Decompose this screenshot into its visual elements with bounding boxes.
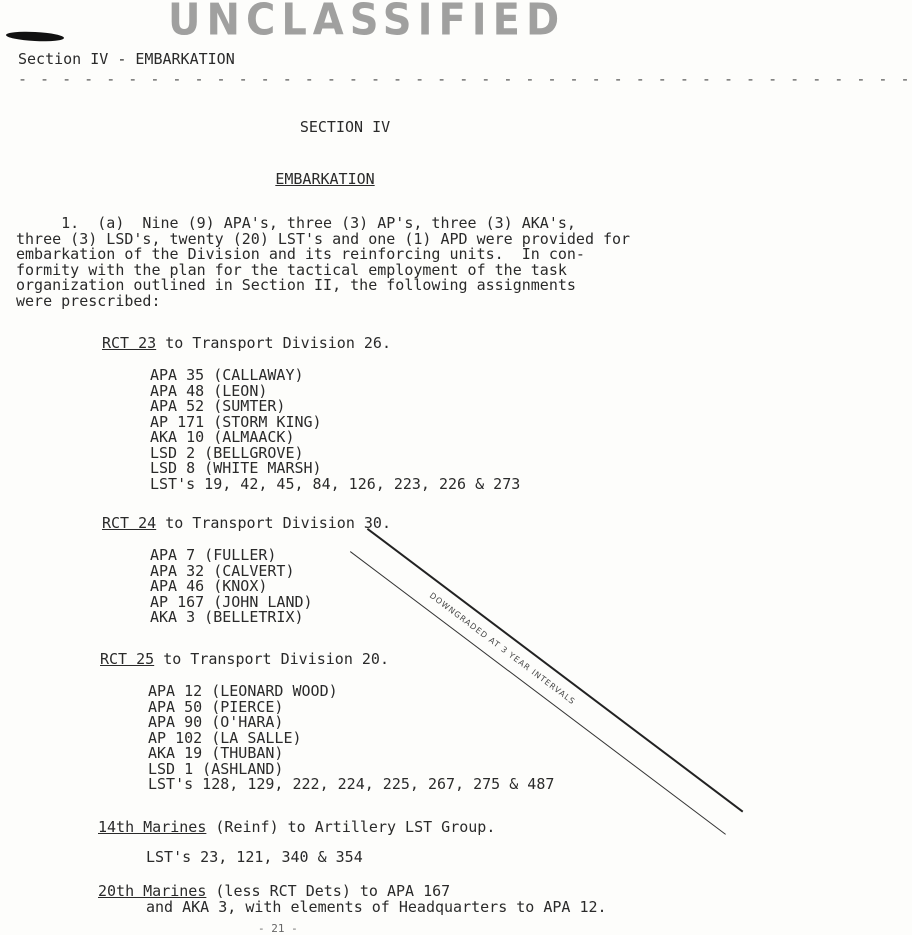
ship-list-20th-marines bbox=[146, 900, 607, 916]
section-title: SECTION IV bbox=[299, 118, 391, 136]
ship-list-rct25 bbox=[148, 684, 554, 793]
unit-name: 14th Marines bbox=[98, 818, 207, 836]
para-line: embarkation of the Division and its reinforcing units. In con- bbox=[16, 245, 585, 263]
ship-item: and AKA 3, with elements of Headquarters to APA 12. bbox=[146, 898, 607, 916]
redaction-mark bbox=[6, 30, 64, 42]
intro-paragraph bbox=[16, 216, 686, 309]
group-heading-rct25 bbox=[100, 650, 389, 668]
downgrade-stamp: DOWNGRADED AT 3 YEAR INTERVALS bbox=[350, 528, 743, 835]
dashed-rule: - - - - - - - - - - - - - - - - - - - - - - - - - - - - - - - - - - - - - - - - - bbox=[18, 70, 912, 88]
unit-assignment: to Transport Division 30. bbox=[156, 514, 391, 532]
para-line: three (3) LSD's, twenty (20) LST's and one (1) APD were provided for bbox=[16, 229, 631, 248]
ship-item: LSD 2 (BELLGROVE) bbox=[150, 443, 304, 462]
ship-item: LST's 128, 129, 222, 224, 225, 267, 275 & 487 bbox=[148, 775, 555, 793]
para-line: were prescribed: bbox=[16, 291, 161, 310]
page-number: - 21 - bbox=[258, 922, 298, 935]
unit-assignment: to Transport Division 20. bbox=[154, 650, 389, 668]
ship-item: LSD 8 (WHITE MARSH) bbox=[150, 459, 322, 477]
unit-name: RCT 23 bbox=[102, 334, 157, 352]
unit-name: 20th Marines bbox=[98, 882, 207, 900]
group-heading-rct23 bbox=[102, 334, 391, 352]
unclassified-stamp: UNCLASSIFIED bbox=[168, 0, 566, 46]
unit-name: RCT 24 bbox=[102, 514, 157, 532]
ship-item: LST's 19, 42, 45, 84, 126, 223, 226 & 273 bbox=[150, 474, 521, 493]
unit-name: RCT 25 bbox=[100, 650, 155, 668]
group-heading-14th-marines bbox=[98, 818, 495, 836]
ship-item: AP 171 (STORM KING) bbox=[150, 412, 322, 431]
unit-assignment: to Transport Division 26. bbox=[156, 334, 391, 352]
ship-item: LSD 1 (ASHLAND) bbox=[148, 759, 284, 778]
ship-list-rct24 bbox=[150, 548, 313, 626]
ship-item: APA 32 (CALVERT) bbox=[150, 561, 295, 580]
ship-item: APA 35 (CALLAWAY) bbox=[150, 366, 304, 384]
section-header: Section IV - EMBARKATION bbox=[18, 50, 235, 68]
ship-item: AKA 19 (THUBAN) bbox=[148, 744, 284, 762]
ship-item: AP 167 (JOHN LAND) bbox=[150, 592, 313, 611]
ship-item: APA 48 (LEON) bbox=[150, 381, 268, 400]
ship-item: APA 12 (LEONARD WOOD) bbox=[148, 682, 338, 700]
ship-item: AKA 10 (ALMAACK) bbox=[150, 428, 295, 446]
section-subtitle: EMBARKATION bbox=[275, 170, 375, 188]
unit-assignment: (Reinf) to Artillery LST Group. bbox=[206, 818, 496, 836]
ship-list-rct23 bbox=[150, 368, 520, 492]
ship-item: APA 52 (SUMTER) bbox=[150, 397, 286, 415]
unit-assignment: (less RCT Dets) to APA 167 bbox=[206, 882, 451, 900]
ship-item: AKA 3 (BELLETRIX) bbox=[150, 608, 304, 626]
ship-item: LST's 23, 121, 340 & 354 bbox=[146, 848, 363, 866]
para-line: 1. (a) Nine (9) APA's, three (3) AP's, three (3) AKA's, bbox=[16, 214, 576, 232]
group-heading-rct24 bbox=[102, 514, 391, 532]
ship-list-14th-marines bbox=[146, 850, 363, 866]
ship-item: APA 7 (FULLER) bbox=[150, 546, 277, 564]
ship-item: APA 90 (O'HARA) bbox=[148, 713, 284, 731]
ship-item: APA 50 (PIERCE) bbox=[148, 697, 284, 716]
ship-item: AP 102 (LA SALLE) bbox=[148, 728, 302, 747]
ship-item: APA 46 (KNOX) bbox=[150, 577, 268, 595]
para-line: formity with the plan for the tactical employment of the task bbox=[16, 260, 567, 279]
para-line: organization outlined in Section II, the following assignments bbox=[16, 276, 576, 294]
